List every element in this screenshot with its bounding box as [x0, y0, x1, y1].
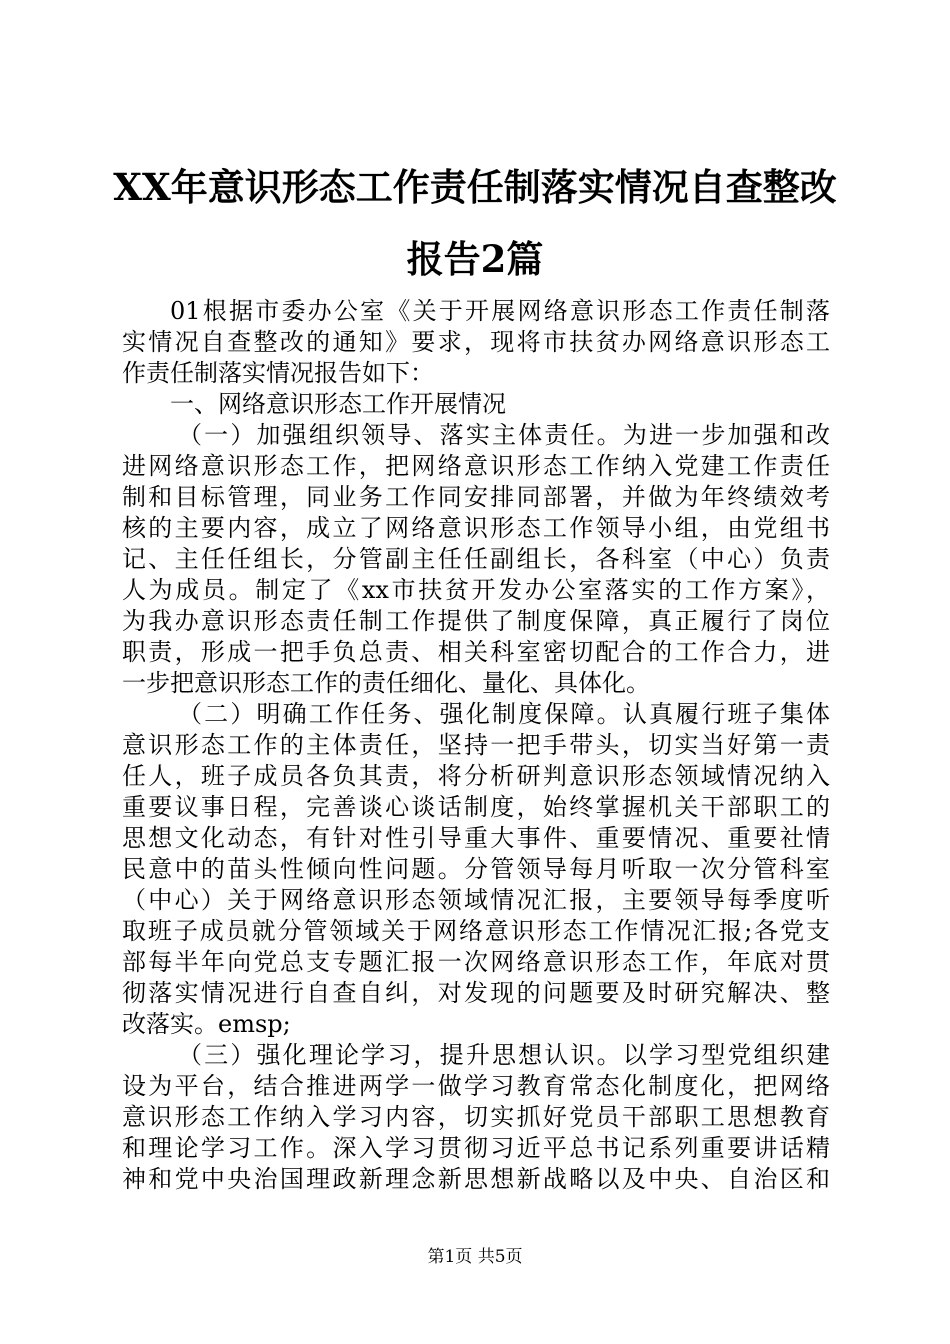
body-line: 进网络意识形态工作，把网络意识形态工作纳入党建工作责任: [122, 452, 830, 480]
body-line: 重要议事日程，完善谈心谈话制度，始终掌握机关干部职工的: [122, 793, 830, 821]
body-line: 任人，班子成员各负其责，将分析研判意识形态领域情况纳入: [122, 762, 830, 790]
body-line: 设为平台，结合推进两学一做学习教育常态化制度化，把网络: [122, 1072, 830, 1100]
body-line: （中心）关于网络意识形态领域情况汇报，主要领导每季度听: [122, 886, 830, 914]
body-line: （三）强化理论学习，提升思想认识。以学习型党组织建: [178, 1041, 830, 1069]
body-line: 部每半年向党总支专题汇报一次网络意识形态工作，年底对贯: [122, 948, 830, 976]
body-line: （二）明确工作任务、强化制度保障。认真履行班子集体: [178, 700, 830, 728]
body-line: 实情况自查整改的通知》要求，现将市扶贫办网络意识形态工: [122, 328, 830, 356]
body-line: 神和党中央治国理政新理念新思想新战略以及中央、自治区和: [122, 1165, 830, 1193]
body-line: 作责任制落实情况报告如下：: [122, 359, 434, 387]
body-line: 一步把意识形态工作的责任细化、量化、具体化。: [122, 669, 650, 697]
body-line: 和理论学习工作。深入学习贯彻习近平总书记系列重要讲话精: [122, 1134, 830, 1162]
body-line: 意识形态工作纳入学习内容，切实抓好党员干部职工思想教育: [122, 1103, 830, 1131]
body-line: 人为成员。制定了《xx市扶贫开发办公室落实的工作方案》，: [122, 576, 830, 604]
body-line: 记、主任任组长，分管副主任任副组长，各科室（中心）负责: [122, 545, 830, 573]
body-line: 意识形态工作的主体责任，坚持一把手带头，切实当好第一责: [122, 731, 830, 759]
page-number-footer: 第1页 共5页: [427, 1247, 523, 1267]
body-line: 取班子成员就分管领域关于网络意识形态工作情况汇报;各党支: [122, 917, 830, 945]
body-line: 制和目标管理，同业务工作同安排同部署，并做为年终绩效考: [122, 483, 830, 511]
body-line: 彻落实情况进行自查自纠，对发现的问题要及时研究解决、整: [122, 979, 830, 1007]
body-line: （一）加强组织领导、落实主体责任。为进一步加强和改: [178, 421, 830, 449]
body-line: 01根据市委办公室《关于开展网络意识形态工作责任制落: [170, 297, 830, 325]
document-body: [122, 296, 830, 1195]
body-line: 为我办意识形态责任制工作提供了制度保障，真正履行了岗位: [122, 607, 830, 635]
body-line: 核的主要内容，成立了网络意识形态工作领导小组，由党组书: [122, 514, 830, 542]
body-line: 民意中的苗头性倾向性问题。分管领导每月听取一次分管科室: [122, 855, 830, 883]
section-heading: 一、网络意识形态工作开展情况: [170, 390, 506, 418]
body-line: 改落实。emsp;: [122, 1010, 291, 1038]
document-title-line-1: XX年意识形态工作责任制落实情况自查整改: [113, 165, 837, 209]
body-line: 职责，形成一把手负总责、相关科室密切配合的工作合力，进: [122, 638, 830, 666]
body-line: 思想文化动态，有针对性引导重大事件、重要情况、重要社情: [122, 824, 830, 852]
document-title-line-2: 报告2篇: [406, 237, 544, 281]
